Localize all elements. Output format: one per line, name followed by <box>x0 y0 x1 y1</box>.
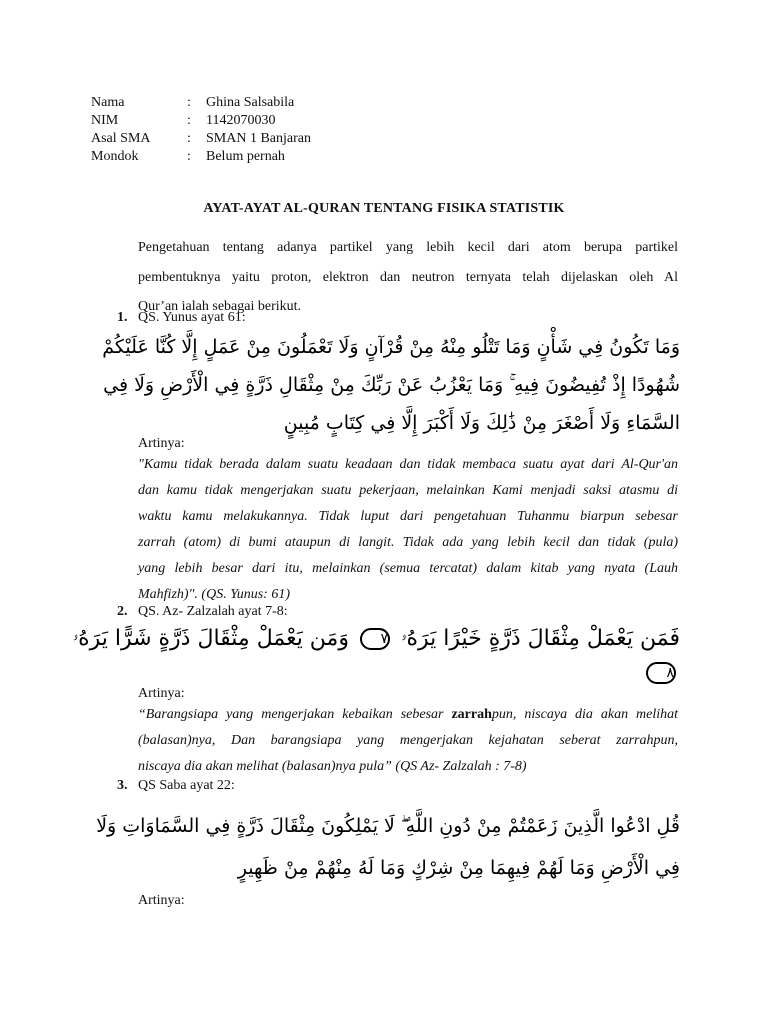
item-number: 2. <box>117 604 128 619</box>
item-title: QS. Az- Zalzalah ayat 7-8: <box>138 604 288 619</box>
arabic-line: قُلِ ادْعُوا الَّذِينَ زَعَمْتُمْ مِنْ دُونِ اللَّهِ ۖ لَا يَمْلِكُونَ مِثْقَالَ ذَرَّةٍ فِي السَّمَاوَاتِ وَلَا <box>96 815 680 837</box>
translation-1 <box>138 452 678 608</box>
item-title: QS. Yunus ayat 61: <box>138 310 246 325</box>
item-number: 1. <box>117 310 128 325</box>
arabic-line <box>138 656 680 690</box>
info-row-nim <box>91 112 311 130</box>
arabic-verse-3 <box>96 805 680 889</box>
info-value: 1142070030 <box>206 113 276 128</box>
info-colon: : <box>187 113 191 128</box>
translation-2 <box>138 702 678 780</box>
translation-line: zarrah (atom) di bumi ataupun di langit. Tidak ada yang lebih kecil dan tidak (pula) <box>138 535 678 550</box>
translation-line: Mahfizh)". (QS. Yunus: 61) <box>138 587 290 602</box>
translation-line: niscaya dia akan melihat (balasan)nya pula” (QS Az- Zalzalah : 7-8) <box>138 759 527 774</box>
translation-line <box>138 702 678 728</box>
translation-line: dan kamu tidak mengerjakan suatu pekerjaan, melainkan Kami menjadi saksi atasmu di <box>138 483 678 498</box>
info-label: NIM <box>91 113 119 128</box>
student-info <box>91 94 311 166</box>
intro-line: Qur’an ialah sebagai berikut. <box>138 299 302 314</box>
arabic-line-text: فَمَن يَعْمَلْ مِثْقَالَ ذَرَّةٍ خَيْرًا يَرَهُۥ <box>400 626 680 651</box>
arabic-line: السَّمَاءِ وَلَا أَصْغَرَ مِنْ ذَٰلِكَ وَلَا أَكْبَرَ إِلَّا فِي كِتَابٍ مُبِينٍ <box>283 412 680 434</box>
intro-line: pembentuknya yaitu proton, elektron dan neutron ternyata telah dijelaskan oleh Al <box>138 269 678 285</box>
arabic-line: شُهُودًا إِذْ تُفِيضُونَ فِيهِ ۚ وَمَا يَعْزُبُ عَنْ رَبِّكَ مِنْ مِثْقَالِ ذَرَّةٍ فِي الْأَرْضِ وَلَا فِي <box>103 374 680 396</box>
translation-line: "Kamu tidak berada dalam suatu keadaan dan tidak membaca suatu ayat dari Al-Qur'an <box>138 457 678 472</box>
info-label: Mondok <box>91 149 139 164</box>
artinya-label: Artinya: <box>138 686 185 701</box>
bold-word: zarrah <box>451 707 492 722</box>
arabic-line: وَمَا تَكُونُ فِي شَأْنٍ وَمَا تَتْلُو مِنْهُ مِنْ قُرْآنٍ وَلَا تَعْمَلُونَ مِنْ عَمَلٍ إِلَّا كُنَّا عَلَيْكُمْ <box>102 336 680 358</box>
artinya-label: Artinya: <box>138 893 185 908</box>
arabic-line-text: وَمَن يَعْمَلْ مِثْقَالَ ذَرَّةٍ شَرًّا يَرَهُۥ <box>72 626 349 651</box>
arabic-verse-2 <box>72 622 680 690</box>
info-value: SMAN 1 Banjaran <box>206 131 311 146</box>
item-heading-3 <box>117 778 235 794</box>
translation-line: (balasan)nya, Dan barangsiapa yang mengerjakan kejahatan seberat zarrahpun, <box>138 733 678 748</box>
document-title: AYAT-AYAT AL-QURAN TENTANG FISIKA STATISTIK <box>203 201 565 216</box>
item-title: QS Saba ayat 22: <box>138 778 235 793</box>
intro-line: Pengetahuan tentang adanya partikel yang lebih kecil dari atom berupa partikel <box>138 240 678 255</box>
translation-segment: “Barangsiapa yang mengerjakan kebaikan sebesar <box>138 707 444 722</box>
info-colon: : <box>187 131 191 146</box>
info-colon: : <box>187 95 191 110</box>
verse-number-badge: ٨ <box>646 662 676 684</box>
item-number: 3. <box>117 778 128 793</box>
artinya-label: Artinya: <box>138 436 185 451</box>
info-row-mondok <box>91 148 311 166</box>
info-colon: : <box>187 149 191 164</box>
info-value: Belum pernah <box>206 149 285 164</box>
translation-segment: pun, niscaya dia akan melihat <box>491 707 679 722</box>
info-row-asal-sma <box>91 130 311 148</box>
translation-line: yang lebih besar dari itu, melainkan (semua tercatat) dalam kitab yang nyata (Lauh <box>138 561 678 576</box>
verse-number-badge: ٧ <box>360 628 390 650</box>
item-heading-2 <box>117 604 288 620</box>
info-value: Ghina Salsabila <box>206 95 295 110</box>
intro-paragraph <box>138 233 678 322</box>
arabic-line <box>72 622 680 656</box>
arabic-verse-1 <box>102 328 680 442</box>
info-label: Asal SMA <box>91 131 151 146</box>
info-row-nama <box>91 94 311 112</box>
arabic-line: فِي الْأَرْضِ وَمَا لَهُمْ فِيهِمَا مِنْ شِرْكٍ وَمَا لَهُ مِنْهُمْ مِنْ ظَهِيرٍ <box>237 857 680 879</box>
translation-line: waktu kamu melakukannya. Tidak luput dari pengetahuan Tuhanmu biarpun sebesar <box>138 509 678 524</box>
item-heading-1 <box>117 310 246 326</box>
info-label: Nama <box>91 95 125 110</box>
